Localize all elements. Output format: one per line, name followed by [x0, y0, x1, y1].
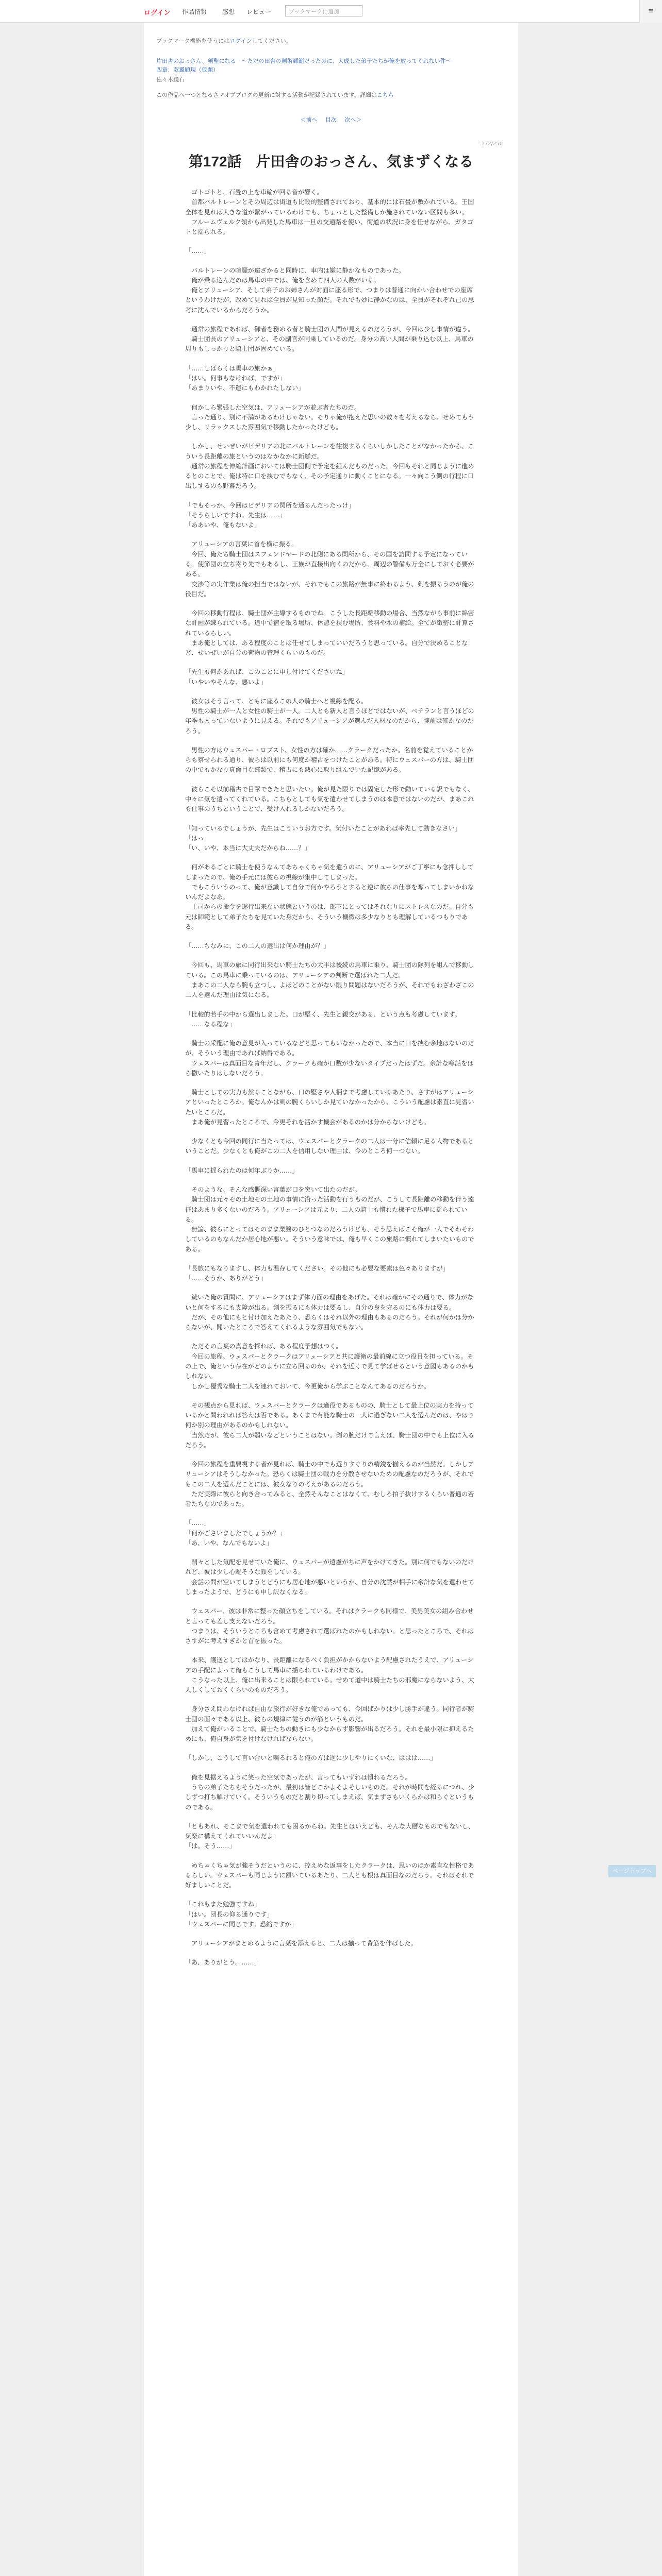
- body-paragraph: 「……しばらくは馬車の旅かぁ」 「はい。何事もなければ、ですが」 「あまりいや、不運にもわかれたしない」: [185, 364, 305, 392]
- body-paragraph: アリューシアがまとめるように言葉を添えると、二人は揃って背筋を伸ばした。: [185, 1940, 417, 1947]
- paragraph-gap: [185, 1509, 477, 1518]
- paragraph-gap: [185, 1548, 477, 1557]
- paragraph-gap: [185, 530, 477, 539]
- body-paragraph: 「比較的若手の中から選出しました。口が堅く、先生と親交がある、という点も考慮しています。 ……なる程な」: [185, 1010, 461, 1028]
- paragraph-gap: [185, 1392, 477, 1401]
- body-paragraph: 身分さえ問わなければ自由な旅行が好きな俺であっても、今回ばかりは少し勝手が違う。同行者が騎士団の面々である以上、彼らの規律に従うのが筋というものだ。 加えて俺がいることで、騎士たちの動きにも少なからず影響が出るだろう。それを最小限に抑えるためにも、俺自身が気を付けなければならない。: [185, 1705, 474, 1743]
- notice-text: ブックマーク機能を使うには: [156, 38, 230, 44]
- body-paragraph: ウェスパー、彼は非常に整った顔立ちをしている。それはクラークも同様で、美男美女の組み合わせと言っても差し支えないだろう。 つまりは、そういうところも含めて考慮されて選ばれたのかもしれない。と思ったところで、それはさすがに考えすぎかと首を振った。: [185, 1607, 474, 1645]
- notice-text-end: してください。: [252, 38, 292, 44]
- bookmark-button[interactable]: ブックマークに追加: [285, 5, 362, 16]
- paragraph-gap: [185, 354, 477, 364]
- paragraph-gap: [185, 1812, 477, 1822]
- paragraph-gap: [185, 1127, 477, 1137]
- body-paragraph: しかし、せいぜいがビデリアの北にバルトレーンを往復するくらいしかしたことがなかったから、こういう長距離の旅というのはなかなかに新鮮だ。 通常の旅程を伸縮計画においては騎士団側で予定を組んだものだった。今回もそれと同じように進めるとのことで、俺は特に口を挟むでもなく、その予定通りに動くことになる。一々向こう側の行程に口出しするのも野暮だろう。: [185, 443, 474, 490]
- paragraph-gap: [185, 394, 477, 403]
- nav-impressions[interactable]: 感想: [222, 8, 235, 15]
- paragraph-gap: [185, 1283, 477, 1293]
- episode-number: 172/250: [481, 141, 503, 147]
- toc-link[interactable]: 目次: [325, 116, 337, 123]
- body-paragraph: その観点から見れば、ウェスパーとクラークは適役であるものの、騎士として最上位の実力を持っているかと問われれば答えは否である。あくまで有能な騎士の一人に過ぎない二人を選んだのは、やはり何か別の理由があるのかもしれない。 当然だが、彼ら二人が弱いなどということはない。剣の腕だけで言えば、騎士団の中でも上位に入るだろう。: [185, 1401, 474, 1449]
- paragraph-gap: [185, 257, 477, 266]
- paragraph-gap: [185, 1695, 477, 1704]
- body-paragraph: アリューシアの言葉に首を横に振る。 今回、俺たち騎士団はスフェンドヤードの北側にある関所から、その国を訪問する予定になっている。使節団の立ち寄り先でもあるし、王族が直接出向くのだから、周辺の警備も万全にしておく必要がある。 交渉等の実作業は俺の担当ではないが、それでもこの旅路が無事に終わるよう、剣を振るうのが俺の役目だ。: [185, 540, 474, 598]
- paragraph-gap: [185, 853, 477, 862]
- update-link[interactable]: こちら: [376, 92, 394, 98]
- nav-info[interactable]: 作品情報: [182, 8, 207, 15]
- body-paragraph: 彼らこそ以前稽古で目撃できたと思いたい。俺が見た限りでは固定した形で動いている訳でもなく、中々に気を遣ってくれている。こちらとしても気を遣わせてしまうのは本意ではないのだが、まあこれも仕事のうちということで、受け入れるしかないだろう。: [185, 785, 474, 813]
- episode-title: 第172話 片田舎のおっさん、気まずくなる: [188, 154, 474, 170]
- chapter-title: 四章：双翼顕現（仮題）: [156, 66, 219, 74]
- paragraph-gap: [185, 1744, 477, 1753]
- body-paragraph: 通常の旅程であれば、御者を務める者と騎士団の人間が見えるのだろうが、今回は少し事情が違う。 騎士団長のアリューシアと、その副官が同乗しているのだ。身分の高い人間が乗り込む以上、馬車の周りもしっかりと騎士団が固めている。: [185, 325, 474, 353]
- paragraph-gap: [185, 1852, 477, 1861]
- body-paragraph: 騎士の采配に俺の意見が入っているなどと思ってもいなかったので、本当に口を挟む余地はないのだが、そういう理由であれば納得である。 ウェスパーは真面目な青年だし、クラークも確か口数が少ないタイプだったはずだ。余計な噂話をばら撒いたりはしないだろう。: [185, 1040, 474, 1077]
- paragraph-gap: [185, 315, 477, 325]
- body-paragraph: 「ともあれ、そこまで気を遣われても困るからね。先生とはいえども、そんな大層なものでもないし、気楽に構えてくれていいんだよ」 「は。そう……」: [185, 1822, 475, 1850]
- paragraph-gap: [185, 815, 477, 824]
- body-paragraph: 「先生も何かあれば、このことに申し付けてくださいね」 「いやいやそんな、悪いよ」: [185, 668, 349, 686]
- paragraph-gap: [185, 1929, 477, 1939]
- paragraph-gap: [185, 1646, 477, 1655]
- author-name[interactable]: 佐々木鏡石: [156, 76, 185, 83]
- nav-review[interactable]: レビュー: [246, 8, 272, 15]
- paragraph-gap: [185, 599, 477, 608]
- body-paragraph: ゴトゴトと、石畳の上を車輪が回る音が響く。 首都バルトレーンとその周辺は街道も比較的整備されており、基本的には石畳が敷かれている。王国全体を見れば大きな道が繋がっているわけでも、ちょっとした整備しか施されていない区間も多い。 フルームヴェルク領から出発した馬車は一旦の交通路を使い、街道の状況に身を任せながら、ガタゴトと揺られる。: [185, 189, 474, 236]
- paragraph-gap: [185, 432, 477, 442]
- novel-body: [185, 188, 477, 1968]
- next-link[interactable]: 次へ＞: [344, 116, 362, 123]
- body-paragraph: 俺を見据えるように笑った空気であったが、言ってもいずれは慣れるだろう。 うちの弟子たちもそうだったが、最初は皆どこかよそよそしいものだ。それが時間を経るにつれ、少しずつ打ち解けていく。そういうものだと割り切ってしまえば、気まずさもいくらかは和らぐというものである。: [185, 1773, 475, 1811]
- body-paragraph: 男性の方はウェスパー・ロブスト、女性の方は確か……クラークだったか。名前を覚えていることからも察せられる通り、彼らは以前にも何度か稽古をつけたことがある。特にウェスパーの方は、騎士団の中でもかなり真面目な部類で、稽古にも熱心に取り組んでいた記憶がある。: [185, 746, 474, 774]
- body-paragraph: 何かしら緊張した空気は、アリューシアが並ぶ者たちのだ。 言った通り、別に不満があるわけじゃない。そりゃ俺が抱えた思いの数々を考えるなら、せめてもう少し、リラックスした雰囲気で移動したかったけども。: [185, 403, 474, 431]
- paragraph-gap: [185, 775, 477, 785]
- paragraph-gap: [185, 951, 477, 960]
- paragraph-gap: [185, 736, 477, 745]
- body-paragraph: バルトレーンの喧騒が遠ざかると同時に、車内は嫌に静かなものであった。 俺が乗る込んだのは馬車の中では、俺を含めて四人の人数がいる。 俺とアリューシア、そして弟子のお姉さんが対面に座る形で、つまりは普通に向かい合わせでの座席というわけだが、改めて見れば全員が見知った顔だ。それでも妙に静かなのは、全員がそれぞれ己の思考に沈んでいるからだろうか。: [185, 266, 474, 314]
- body-paragraph: 「……」: [185, 247, 210, 255]
- body-paragraph: 「……」 「何かごさいましたでしょうか？」 「あ、いや、なんでもないよ」: [185, 1519, 286, 1547]
- body-paragraph: そのような、そんな感慨深い言葉が口を突いて出たのだが。 騎士団は元々その土地その土地の事情に沿った活動を行うものだが、こうして長距離の移動を伴う遠征はあまり多くないのだろう。アリューシアは元より、二人の騎士も慣れた様子で馬車に揺られている。 無論、彼らにとってはそのまま業務のひとつなのだろうけども、そう思えばこそ俺が一人でそわそわしているのもなんだか居心地が悪い。そういう意味では、俺も早くこの旅路に慣れてしまいたいものである。: [185, 1185, 474, 1253]
- body-paragraph: 続いた俺の質問に、アリューシアはまず体力面の理由をあげた。それは確かにその通りで、体力がないと何をするにも支障が出る。剣を振るにも体力は要るし、自分の身を守るのにも体力は要る。 だが、その他にもと付け加えたあたり、恐らくはそれ以外の理由もあるのだろう。それが何かは分からないが、聞いたところで答えてくれるような雰囲気でもない。: [185, 1294, 474, 1331]
- body-paragraph: 彼女はそう言って、ともに座るこの人の騎士へと視線を配る。 男性の騎士が一人と女性の騎士が一人。二人とも新人と言うほどではないが、ベテランと言うほどの年季も入っていないように見える。それでもアリューシアが選んだ人材なのだから、腕前は確かなのだろう。: [185, 697, 474, 735]
- paragraph-gap: [185, 932, 477, 941]
- body-paragraph: めちゃくちゃ気が強そうだというのに、控えめな返事をしたクラークは、思いのほか素直な性格であるらしい。ウェスパーも同じように頷いているあたり、二人とも根は真面目なのだろう。それはそれで好ましいことだ。: [185, 1861, 474, 1889]
- bookmark-notice: [156, 37, 507, 45]
- body-paragraph: 何があるごとに騎士を使うなんてあちゃくちゃ気を遣うのに、アリューシアがご丁寧にも念押ししてしまったので、俺の手元には彼らの視線が集中してしまった。 でもこういうのって、俺が意識して自分で何かやろうとすると逆に彼らの仕事を奪ってしまいかねないんだよなあ。 上司からの命令を遂行出来ない状態というのは、部下にとってはそれなりにストレスなのだ。自分も元は師範として弟子たちを見ていた身だから、そういう機微は多少なりとも理解しているつもりである。: [185, 863, 474, 930]
- paragraph-gap: [185, 1078, 477, 1088]
- body-paragraph: 「これもまた勉強ですね」 「はい。団長の仰る通りです」 「ウェスパーに同じです。恐縮ですが」: [185, 1901, 297, 1928]
- paragraph-gap: [185, 1001, 477, 1010]
- paragraph-gap: [185, 1450, 477, 1460]
- paragraph-gap: [185, 1255, 477, 1264]
- pager-top: [144, 115, 518, 124]
- body-paragraph: 悶々とした気配を見せていた俺に、ウェスパーが遠慮がちに声をかけてきた。別に何でもないのだけれど、彼は少し心配そうな顔をしている。 会話の間が空いてしまうとどうにも居心地が悪いというか、自分の沈黙が相手に余計な気を遣わせてしまったようで、どうにも申し訳なくなる。: [185, 1558, 474, 1596]
- paragraph-gap: [185, 1597, 477, 1606]
- series-title-link[interactable]: 片田舎のおっさん、剣聖になる ～ただの田舎の剣術師範だったのに、大成した弟子たちが俺を放ってくれない件～: [156, 58, 452, 64]
- paragraph-gap: [185, 687, 477, 697]
- body-paragraph: 今回の移動行程は、騎士団が主導するものでね。こうした長距離移動の場合、当然ながら事前に綿密な計画が練られている。道中で宿を取る場所、休憩を挟む場所、食料や水の補給。全てが緻密に計算されているらしい。 まあ俺としては、ある程度のことは任せてしまっていいだろうと思っている。自分で決めることなど、せいぜいが自分の荷物の管理くらいのものだ。: [185, 609, 474, 657]
- paragraph-gap: [185, 1890, 477, 1900]
- login-link[interactable]: ログイン: [144, 9, 171, 17]
- paragraph-gap: [185, 237, 477, 246]
- body-paragraph: 本来、護送としてはかなり、長距離になるべく負担がかからないよう配慮されたうえで、アリューシアの手配によって俺もこうして馬車に揺られているわけである。 こうなった以上、俺に出来ることは限られている。せめて道中は騎士たちの邪魔にならないよう、大人しくしておくくらいのものだろう。: [185, 1656, 474, 1694]
- top-bar: [0, 0, 662, 23]
- paragraph-gap: [185, 1948, 477, 1958]
- body-paragraph: 「でもそっか、今回はビデリアの関所を通るんだったっけ」 「そうらしいですね。先生は……」 「ああいや、俺もないよ」: [185, 501, 355, 529]
- body-paragraph: 今回も、馬車の旅に同行出来ない騎士たちの大半は後続の馬車に乗り、騎士団の隊列を組んで移動している。この馬車に乗っているのは、アリューシアの判断で選ばれた二人だ。 まあこの二人なら腕も立つし、よほどのことがない限り問題はないだろうが、それでもわざわざこの二人を選んだ理由は気になる。: [185, 961, 474, 999]
- body-paragraph: 「……ちなみに、この二人の選出は何か理由が？」: [185, 942, 330, 950]
- paragraph-gap: [185, 658, 477, 667]
- body-paragraph: 「知っているでしょうが、先生はこういうお方です。気付いたことがあれば率先して動きなさい」 「はっ」 「い、いや、本当に大丈夫だからね……？」: [185, 824, 461, 852]
- page-top-button[interactable]: ページトップへ: [608, 1865, 656, 1877]
- body-paragraph: ただその言葉の真意を探れば、ある程度予想はつく。 今回の旅程、ウェスパーとクラークはアリューシアと共に護衛の最前線に立つ役目を担っている。その上で、俺という存在がどのように立ち回るのか、それを近くで見て学ばせるという意図もあるのかもしれない。 しかし優秀な騎士二人を連れておいて、今更俺から学ぶことなんてあるのだろうか。: [185, 1343, 474, 1390]
- page-column: [144, 23, 518, 2576]
- body-paragraph: 「馬車に揺られたのは何年ぶりか……」: [185, 1166, 299, 1174]
- body-paragraph: 今回の旅程を重要視する者が見れば、騎士の中でも選りすぐりの精鋭を揃えるのが当然だ。しかしアリューシアはそうしなかった。恐らくは騎士団の戦力を分散させないための配慮なのだろうが、それでもこの二人を選んだことには、彼女なりの考えがあるのだろう。 ただ実際に彼らと向き合ってみると、全然そんなことはなくて、むしろ拍子抜けするくらい普通の若者たちなのであった。: [185, 1461, 474, 1508]
- paragraph-gap: [185, 1176, 477, 1185]
- body-paragraph: 「あ、ありがとう。……」: [185, 1959, 260, 1967]
- body-paragraph: 騎士としての実力も然ることながら、口の堅さや人柄まで考慮しているあたり、さすがはアリューシアといったところか。俺なんかは剣の腕くらいしか見ていなかったから、こういう配慮は素直に見習いたいところだ。 まあ俺が見習ったところで、今更それを活かす機会があるのかは分からないけども。: [185, 1089, 474, 1126]
- paragraph-gap: [185, 1764, 477, 1773]
- paragraph-gap: [185, 1029, 477, 1039]
- update-info: [156, 91, 507, 99]
- breadcrumb: [156, 57, 507, 74]
- paragraph-gap: [185, 1332, 477, 1342]
- prev-link[interactable]: ＜前へ: [300, 116, 318, 123]
- menu-icon[interactable]: ≡: [639, 0, 662, 23]
- paragraph-gap: [185, 1157, 477, 1166]
- body-paragraph: 「長旅にもなりますし、体力も温存してください。その他にも必要な要素は色々ありますが」 「……そうか、ありがとう」: [185, 1264, 449, 1282]
- notice-login-link[interactable]: ログイン: [229, 38, 252, 44]
- update-text: この作品へ一つとなるさマオプブログの更新に対する活動が記録されています。詳細は: [156, 92, 377, 98]
- body-paragraph: 少なくとも今回の同行に当たっては、ウェスパーとクラークの二人は十分に信頼に足る人物であるということだ。少なくとも俺がこの二人を信用しない理由は、今のところ何一つない。: [185, 1138, 474, 1155]
- body-paragraph: 「しかし、こうして言い合いと喋るれると俺の方は逆に少しやりにくいな、ははは……」: [185, 1754, 437, 1762]
- paragraph-gap: [185, 492, 477, 501]
